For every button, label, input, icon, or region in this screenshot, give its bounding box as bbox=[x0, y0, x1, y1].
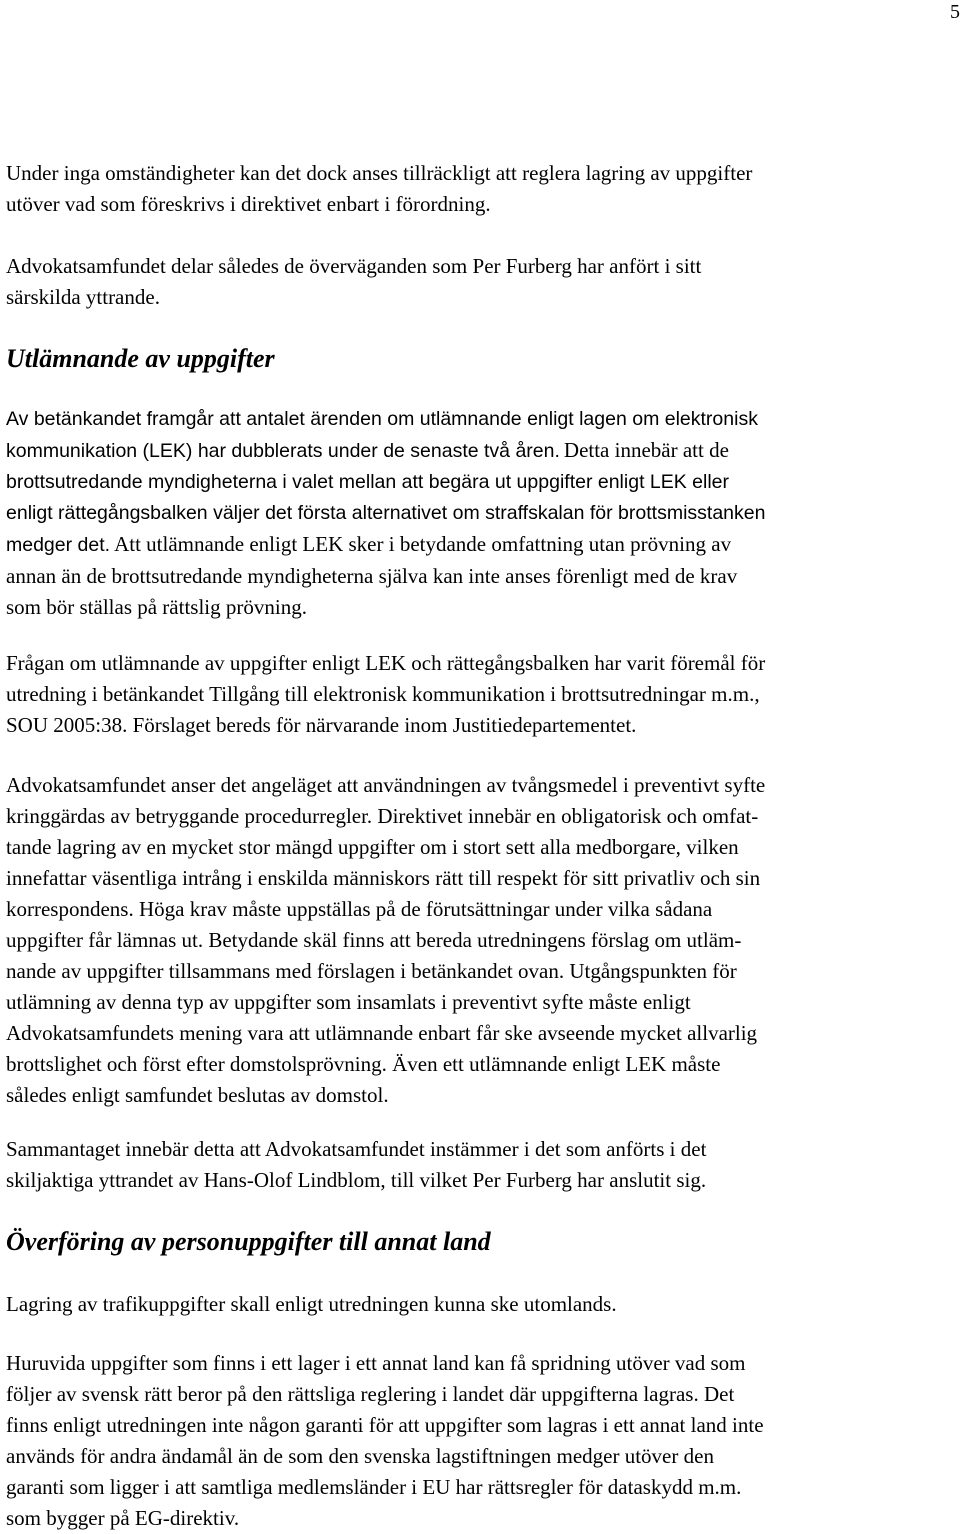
text-line: följer av svensk rätt beror på den rättsliga reglering i landet där uppgifterna lagras. Det bbox=[6, 1382, 735, 1406]
text-line: korrespondens. Höga krav måste uppställas på de förutsättningar under vilka sådana bbox=[6, 897, 713, 921]
text-line: som bygger på EG-direktiv. bbox=[6, 1506, 240, 1530]
text-line: Under inga omständigheter kan det dock anses tillräckligt att reglera lagring av uppgifter bbox=[6, 161, 753, 185]
text-segment: Detta innebär att de bbox=[563, 438, 729, 462]
paragraph-4 bbox=[6, 648, 956, 741]
text-line: således enligt samfundet beslutas av domstol. bbox=[6, 1083, 389, 1107]
text-line: Advokatsamfundets mening vara att utlämnande enbart får ske avseende mycket allvarlig bbox=[6, 1021, 758, 1045]
paragraph-5 bbox=[6, 770, 956, 1111]
text-line: som bör ställas på rättslig prövning. bbox=[6, 595, 307, 619]
text-line: brottslighet och först efter domstolsprövning. Även ett utlämnande enligt LEK måste bbox=[6, 1052, 721, 1076]
text-line: tande lagring av en mycket stor mängd uppgifter om i stort sett alla medborgare, vilken bbox=[6, 835, 739, 859]
text-line: annan än de brottsutredande myndigheterna själva kan inte anses förenligt med de krav bbox=[6, 564, 738, 588]
text-line: Huruvida uppgifter som finns i ett lager i ett annat land kan få spridning utöver vad som bbox=[6, 1351, 746, 1375]
text-line: innefattar väsentliga intrång i enskilda människors rätt till respekt för sitt privatliv och sin bbox=[6, 866, 761, 890]
text-line: Advokatsamfundet anser det angeläget att användningen av tvångsmedel i preventivt syfte bbox=[6, 773, 766, 797]
text-line: utredning i betänkandet Tillgång till elektronisk kommunikation i brottsutredningar m.m., bbox=[6, 682, 760, 706]
section-heading-utlamnande: Utlämnande av uppgifter bbox=[6, 344, 275, 373]
text-line: brottsutredande myndigheterna i valet mellan att begära ut uppgifter enligt LEK eller bbox=[6, 471, 730, 493]
paragraph-3 bbox=[6, 404, 956, 623]
text-line: används för andra ändamål än de som den svenska lagstiftningen medger utöver den bbox=[6, 1444, 714, 1468]
paragraph-8 bbox=[6, 1348, 956, 1534]
text-line: skiljaktiga yttrandet av Hans-Olof Lindblom, till vilket Per Furberg har anslutit sig. bbox=[6, 1168, 707, 1192]
text-line: finns enligt utredningen inte någon garanti för att uppgifter som lagras i ett annat land inte bbox=[6, 1413, 764, 1437]
paragraph-7 bbox=[6, 1289, 956, 1320]
section-heading-overforing: Överföring av personuppgifter till annat land bbox=[6, 1227, 491, 1256]
text-segment: kommunikation (LEK) har dubblerats under de senaste två åren. bbox=[6, 440, 560, 462]
page-number: 5 bbox=[950, 1, 960, 23]
text-line: utlämning av denna typ av uppgifter som insamlats i preventivt syfte måste enligt bbox=[6, 990, 691, 1014]
text-line: nande av uppgifter tillsammans med förslagen i betänkandet ovan. Utgångspunkten för bbox=[6, 959, 737, 983]
text-line: Frågan om utlämnande av uppgifter enligt LEK och rättegångsbalken har varit föremål för bbox=[6, 651, 766, 675]
text-line: Lagring av trafikuppgifter skall enligt utredningen kunna ske utomlands. bbox=[6, 1292, 617, 1316]
text-line: Av betänkandet framgår att antalet ärenden om utlämnande enligt lagen om elektronisk bbox=[6, 408, 758, 430]
text-line: särskilda yttrande. bbox=[6, 285, 160, 309]
text-line: enligt rättegångsbalken väljer det första alternativet om straffskalan för brottsmisstanken bbox=[6, 502, 766, 524]
text-line: kringgärdas av betryggande procedurregler. Direktivet innebär en obligatorisk och omfat- bbox=[6, 804, 759, 828]
text-line: utöver vad som föreskrivs i direktivet enbart i förordning. bbox=[6, 192, 491, 216]
paragraph-1 bbox=[6, 158, 956, 220]
paragraph-2 bbox=[6, 251, 956, 313]
text-line: garanti som ligger i att samtliga medlemsländer i EU har rättsregler för dataskydd m.m. bbox=[6, 1475, 742, 1499]
text-segment: Att utlämnande enligt LEK sker i betydande omfattning utan prövning av bbox=[114, 532, 732, 556]
paragraph-6 bbox=[6, 1134, 956, 1196]
text-line: Advokatsamfundet delar således de överväganden som Per Furberg har anfört i sitt bbox=[6, 254, 702, 278]
text-line: uppgifter får lämnas ut. Betydande skäl finns att bereda utredningens förslag om utläm- bbox=[6, 928, 742, 952]
text-line: Sammantaget innebär detta att Advokatsamfundet instämmer i det som anförts i det bbox=[6, 1137, 707, 1161]
text-segment: medger det. bbox=[6, 534, 111, 556]
text-line: SOU 2005:38. Förslaget bereds för närvarande inom Justitiedepartementet. bbox=[6, 713, 637, 737]
